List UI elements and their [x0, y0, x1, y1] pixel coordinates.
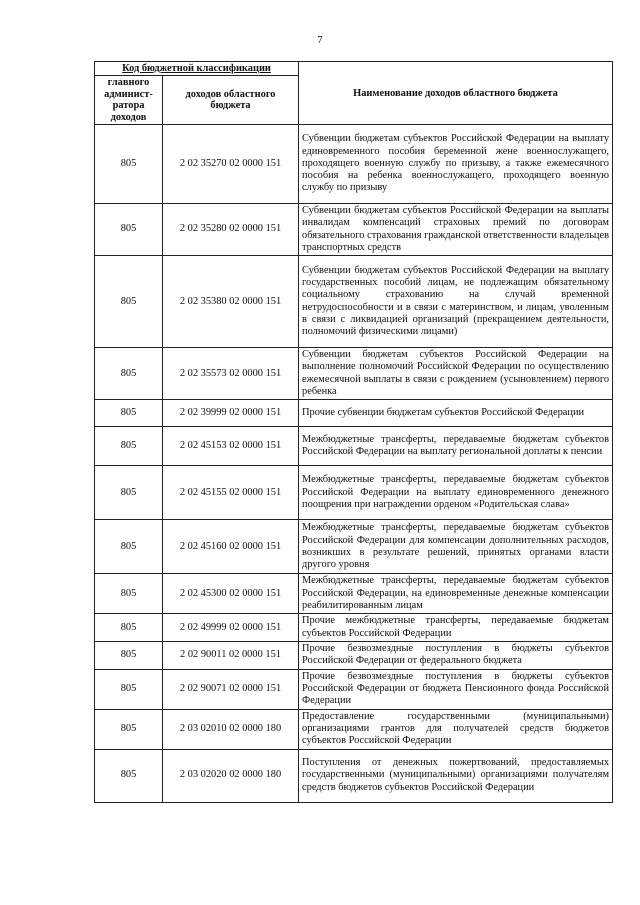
revenue-name-cell: Предоставление государственными (муниципальными) организациями грантов для получателей средств бюджетов субъектов Российской Федерации — [299, 709, 613, 749]
table-body — [95, 125, 613, 803]
revenue-code-cell: 2 02 45160 02 0000 151 — [163, 520, 299, 574]
revenue-name-cell: Межбюджетные трансферты, передаваемые бюджетам субъектов Российской Федерации на выплату региональной доплаты к пенсии — [299, 427, 613, 466]
table-row — [95, 466, 613, 520]
revenue-name-cell: Субвенции бюджетам субъектов Российской Федерации на выполнение полномочий Российской Федерации по осуществлению ежемесячной выплаты в связи с рождением (усыновлением) первого ребенка — [299, 348, 613, 400]
admin-code-cell: 805 — [95, 669, 163, 709]
revenue-code-cell: 2 02 45153 02 0000 151 — [163, 427, 299, 466]
header-revenue-code: доходов областного бюджета — [163, 76, 299, 125]
table-row — [95, 400, 613, 427]
revenue-name-cell: Субвенции бюджетам субъектов Российской Федерации на выплату государственных пособий лицам, не подлежащим обязательному социальному страхованию на случай временной нетрудоспособности и в связи с материнством, и лицам, уволенным в связи с ликвидацией организаций (прекращением деятельности, полномочий физическими лицами) — [299, 256, 613, 348]
header-budget-classification-code: Код бюджетной классификации — [95, 62, 299, 76]
table-row — [95, 669, 613, 709]
table-row — [95, 427, 613, 466]
admin-code-cell: 805 — [95, 641, 163, 669]
page-number: 7 — [317, 34, 323, 46]
table-row — [95, 256, 613, 348]
revenue-name-cell: Субвенции бюджетам субъектов Российской Федерации на выплату единовременного пособия беременной жене военнослужащего, проходящего военную службу по призыву, а также ежемесячного пособия на ребенка военнослужащего, проходящего военную службу по призыву — [299, 125, 613, 204]
table-row — [95, 574, 613, 614]
budget-classification-table — [94, 61, 613, 803]
table-row — [95, 614, 613, 642]
revenue-code-cell: 2 02 45300 02 0000 151 — [163, 574, 299, 614]
admin-code-cell: 805 — [95, 125, 163, 204]
admin-code-cell: 805 — [95, 427, 163, 466]
revenue-code-cell: 2 02 45155 02 0000 151 — [163, 466, 299, 520]
revenue-name-cell: Прочие безвозмездные поступления в бюджеты субъектов Российской Федерации от бюджета Пенсионного фонда Российской Федерации — [299, 669, 613, 709]
revenue-name-cell: Прочие безвозмездные поступления в бюджеты субъектов Российской Федерации от федерального бюджета — [299, 641, 613, 669]
revenue-name-cell: Прочие межбюджетные трансферты, передаваемые бюджетам субъектов Российской Федерации — [299, 614, 613, 642]
table-row — [95, 641, 613, 669]
revenue-name-cell: Межбюджетные трансферты, передаваемые бюджетам субъектов Российской Федерации для компенсации дополнительных расходов, возникших в результате решений, принятых органами власти другого уровня — [299, 520, 613, 574]
admin-code-cell: 805 — [95, 204, 163, 256]
revenue-code-cell: 2 02 90071 02 0000 151 — [163, 669, 299, 709]
revenue-name-cell: Субвенции бюджетам субъектов Российской Федерации на выплаты инвалидам компенсаций страховых премий по договорам обязательного страхования гражданской ответственности владельцев транспортных средств — [299, 204, 613, 256]
header-revenue-name: Наименование доходов областного бюджета — [299, 62, 613, 125]
revenue-name-cell: Прочие субвенции бюджетам субъектов Российской Федерации — [299, 400, 613, 427]
revenue-code-cell: 2 02 49999 02 0000 151 — [163, 614, 299, 642]
revenue-code-cell: 2 03 02020 02 0000 180 — [163, 749, 299, 802]
table-row — [95, 520, 613, 574]
revenue-name-cell: Поступления от денежных пожертвований, предоставляемых государственными (муниципальными) организациями получателям средств бюджетов субъектов Российской Федерации — [299, 749, 613, 802]
revenue-code-cell: 2 03 02010 02 0000 180 — [163, 709, 299, 749]
revenue-name-cell: Межбюджетные трансферты, передаваемые бюджетам субъектов Российской Федерации на выплату единовременного денежного поощрения при награждении орденом «Родительская слава» — [299, 466, 613, 520]
revenue-code-cell: 2 02 90011 02 0000 151 — [163, 641, 299, 669]
revenue-code-cell: 2 02 39999 02 0000 151 — [163, 400, 299, 427]
admin-code-cell: 805 — [95, 348, 163, 400]
revenue-code-cell: 2 02 35270 02 0000 151 — [163, 125, 299, 204]
revenue-code-cell: 2 02 35380 02 0000 151 — [163, 256, 299, 348]
table-row — [95, 709, 613, 749]
admin-code-cell: 805 — [95, 614, 163, 642]
header-chief-administrator: главного админист-ратора доходов — [95, 76, 163, 125]
revenue-code-cell: 2 02 35573 02 0000 151 — [163, 348, 299, 400]
admin-code-cell: 805 — [95, 466, 163, 520]
table-row — [95, 749, 613, 802]
table-row — [95, 125, 613, 204]
admin-code-cell: 805 — [95, 256, 163, 348]
admin-code-cell: 805 — [95, 574, 163, 614]
table-row — [95, 204, 613, 256]
revenue-name-cell: Межбюджетные трансферты, передаваемые бюджетам субъектов Российской Федерации, на единовременные денежные компенсации реабилитированным лицам — [299, 574, 613, 614]
table-row — [95, 348, 613, 400]
admin-code-cell: 805 — [95, 749, 163, 802]
revenue-code-cell: 2 02 35280 02 0000 151 — [163, 204, 299, 256]
admin-code-cell: 805 — [95, 709, 163, 749]
admin-code-cell: 805 — [95, 520, 163, 574]
admin-code-cell: 805 — [95, 400, 163, 427]
